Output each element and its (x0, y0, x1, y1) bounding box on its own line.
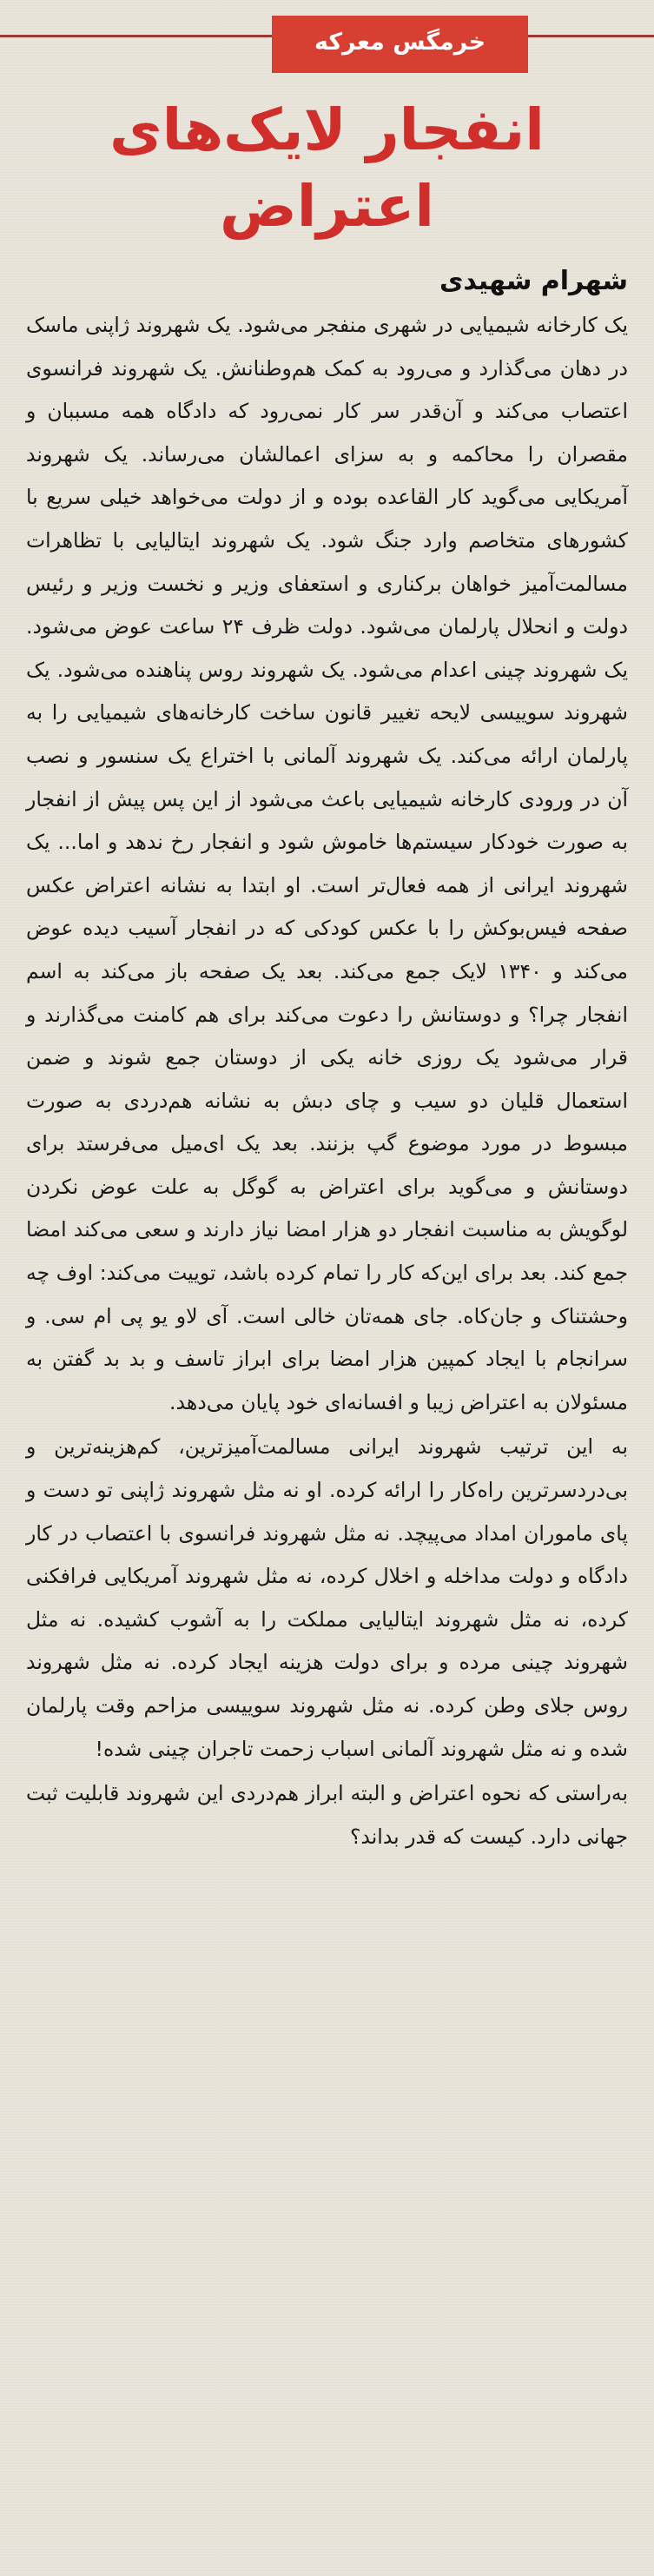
column-kicker: خرمگس معرکه (272, 16, 528, 73)
article-paragraph-2: به این ترتیب شهروند ایرانی مسالمت‌آمیزترین، کم‌هزینه‌ترین و بی‌دردسرترین راه‌کار را ارائه کرده. او نه مثل شهروند ژاپنی تو دست و پای ماموران امداد می‌پیچد. نه مثل شهروند فرانسوی با اعتصاب در کار دادگاه و دولت مداخله و اخلال کرده، نه مثل شهروند آمریکایی فرافکنی کرده، نه مثل شهروند ایتالیایی مملکت را به آشوب کشیده. نه مثل شهروند چینی مرده و برای دولت هزینه ایجاد کرده. نه مثل شهروند روس جلای وطن کرده. نه مثل شهروند سوییسی مزاحم وقت پارلمان شده و نه مثل شهروند آلمانی اسباب زحمت تاجران چینی شده! (26, 1434, 628, 1761)
article-paragraph-3: به‌راستی که نحوه اعتراض و البته ابراز هم‌دردی این شهروند قابلیت ثبت جهانی دارد. کیست که قدر بداند؟ (26, 1781, 628, 1849)
article-headline: انفجار لایک‌های اعتراض (109, 96, 545, 240)
article-paragraph-1: یک کارخانه شیمیایی در شهری منفجر می‌شود. یک شهروند ژاپنی ماسک در دهان می‌گذارد و می‌رود به کمک هم‌وطنانش. یک شهروند فرانسوی اعتصاب می‌کند و آن‌قدر سر کار نمی‌رود که دادگاه همه مسببان و مقصران را محاکمه و به سزای اعمالشان می‌رساند. یک شهروند آمریکایی می‌گوید کار القاعده بوده و از دولت می‌خواهد خیلی سریع با کشورهای متخاصم وارد جنگ شود. یک شهروند ایتالیایی با تظاهرات مسالمت‌آمیز خواهان برکناری و استعفای وزیر و نخست وزیر و رئیس دولت و انحلال پارلمان می‌شود. دولت ظرف ۲۴ ساعت عوض می‌شود. یک شهروند چینی اعدام می‌شود. یک شهروند روس پناهنده می‌شود. یک شهروند سوییسی لایحه تغییر قانون ساخت کارخانه‌های شیمیایی را به پارلمان ارائه می‌کند. یک شهروند آلمانی با اختراع یک سنسور و نصب آن در ورودی کارخانه شیمیایی باعث می‌شود از این پس پیش از انفجار به صورت خودکار سیستم‌ها خاموش شود و انفجار رخ ندهد و اما... یک شهروند ایرانی از همه فعال‌تر است. او ابتدا به نشانه اعتراض عکس صفحه فیس‌بوکش را با عکس کودکی که در انفجار آسیب دیده عوض می‌کند و ۱۳۴۰ لایک جمع می‌کند. بعد یک صفحه باز می‌کند به اسم انفجار چرا؟ و دوستانش را دعوت می‌کند برای هم کامنت می‌گذارند و قرار می‌شود یک روزی خانه یکی از دوستان جمع شوند و ضمن استعمال قلیان دو سیب و چای دبش به نشانه هم‌دردی به صورت مبسوط در مورد موضوع گپ بزنند. بعد یک ای‌میل می‌فرستد برای دوستانش و می‌گوید برای اعتراض به گوگل به علت عوض نکردن لوگویش به مناسبت انفجار دو هزار امضا نیاز دارند و سعی می‌کند امضا جمع کند. بعد برای این‌که کار را تمام کرده باشد، توییت می‌کند: اوف چه وحشتناک و جان‌کاه. جای همه‌تان خالی است. آی لاو یو پی ام سی. و سرانجام با ایجاد کمپین هزار امضا برای ابراز تاسف و بد بد گفتن به مسئولان به اعتراض زیبا و افسانه‌ای خود پایان می‌دهد. (26, 313, 628, 1414)
kicker-wrap (26, 16, 628, 78)
article-body (26, 304, 628, 1858)
article-author: شهرام شهیدی (439, 266, 628, 296)
